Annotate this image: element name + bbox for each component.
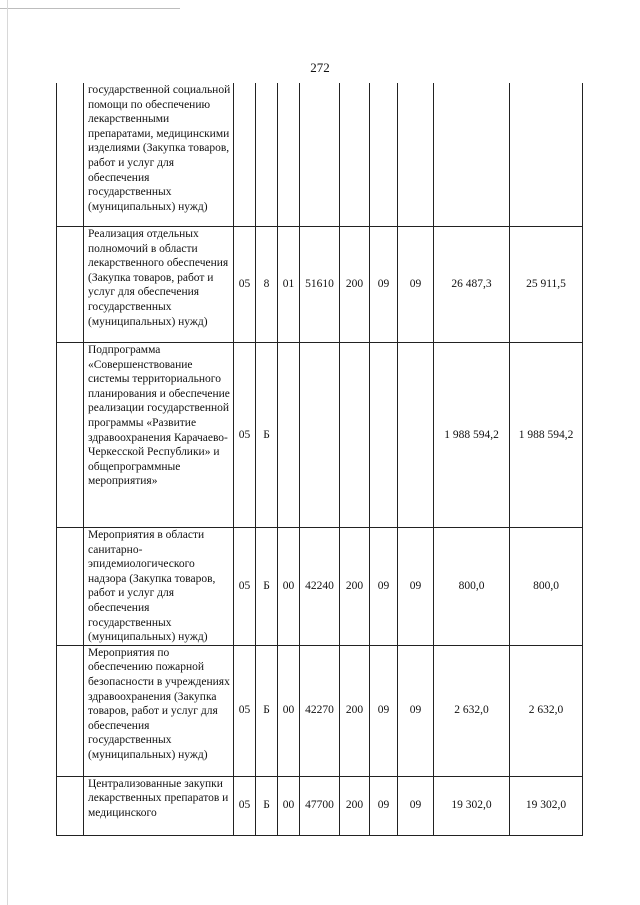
table-row (57, 528, 583, 646)
code-cell: 47700 (300, 776, 340, 835)
code-cell (340, 343, 370, 528)
code-cell (300, 83, 340, 227)
amount-cell: 1 988 594,2 (434, 343, 510, 528)
row-marker-cell (57, 227, 84, 343)
code-cell: 00 (278, 776, 300, 835)
code-cell (370, 83, 398, 227)
code-cell (398, 83, 434, 227)
table-row (57, 776, 583, 835)
amount-cell: 19 302,0 (510, 776, 583, 835)
budget-table (56, 83, 583, 836)
scan-artifact-line (0, 8, 180, 9)
amount-cell: 26 487,3 (434, 227, 510, 343)
amount-cell: 2 632,0 (510, 645, 583, 776)
code-cell: 05 (234, 343, 256, 528)
table-row (57, 227, 583, 343)
code-cell (370, 343, 398, 528)
description-cell: Подпрограмма «Совершенствование системы территориального планирования и обеспечение реализации государственной программы «Развитие здравоохранения Карачаево-Черкесской Республики» и общепрограммные мероприятия» (84, 343, 234, 528)
code-cell: 05 (234, 776, 256, 835)
code-cell (278, 83, 300, 227)
code-cell: 05 (234, 528, 256, 646)
description-cell: Централизованные закупки лекарственных препаратов и медицинского (84, 776, 234, 835)
code-cell: 05 (234, 645, 256, 776)
code-cell: 51610 (300, 227, 340, 343)
code-cell: 8 (256, 227, 278, 343)
code-cell: 00 (278, 645, 300, 776)
code-cell (300, 343, 340, 528)
code-cell (398, 343, 434, 528)
amount-cell: 2 632,0 (434, 645, 510, 776)
code-cell: 05 (234, 227, 256, 343)
code-cell (234, 83, 256, 227)
code-cell: 09 (398, 645, 434, 776)
code-cell: 42270 (300, 645, 340, 776)
code-cell: Б (256, 776, 278, 835)
amount-cell: 1 988 594,2 (510, 343, 583, 528)
description-cell: Мероприятия по обеспечению пожарной безопасности в учреждениях здравоохранения (Закупка товаров, работ и услуг для обеспечения государственных (муниципальных) нужд) (84, 645, 234, 776)
code-cell: 01 (278, 227, 300, 343)
row-marker-cell (57, 343, 84, 528)
row-marker-cell (57, 83, 84, 227)
row-marker-cell (57, 645, 84, 776)
amount-cell: 19 302,0 (434, 776, 510, 835)
code-cell: Б (256, 528, 278, 646)
code-cell (340, 83, 370, 227)
row-marker-cell (57, 528, 84, 646)
amount-cell: 800,0 (510, 528, 583, 646)
code-cell: Б (256, 343, 278, 528)
amount-cell (510, 83, 583, 227)
code-cell: 09 (398, 528, 434, 646)
amount-cell: 25 911,5 (510, 227, 583, 343)
scan-artifact-edge (7, 0, 8, 905)
description-cell: Реализация отдельных полномочий в области лекарственного обеспечения (Закупка товаров, работ и услуг для обеспечения государственных (муниципальных) нужд) (84, 227, 234, 343)
code-cell: 09 (398, 227, 434, 343)
amount-cell: 800,0 (434, 528, 510, 646)
description-cell: государственной социальной помощи по обеспечению лекарственными препаратами, медицинскими изделиями (Закупка товаров, работ и услуг для обеспечения государственных (муниципальных) нужд) (84, 83, 234, 227)
page-number: 272 (310, 60, 330, 75)
code-cell: Б (256, 645, 278, 776)
code-cell: 09 (398, 776, 434, 835)
code-cell: 200 (340, 528, 370, 646)
code-cell: 42240 (300, 528, 340, 646)
table-row (57, 645, 583, 776)
code-cell: 09 (370, 528, 398, 646)
table-row (57, 343, 583, 528)
amount-cell (434, 83, 510, 227)
code-cell: 09 (370, 227, 398, 343)
description-cell: Мероприятия в области санитарно-эпидемиологического надзора (Закупка товаров, работ и услуг для обеспечения государственных (муниципальных) нужд) (84, 528, 234, 646)
table-row (57, 83, 583, 227)
code-cell: 09 (370, 776, 398, 835)
code-cell: 00 (278, 528, 300, 646)
row-marker-cell (57, 776, 84, 835)
code-cell: 200 (340, 776, 370, 835)
code-cell: 200 (340, 227, 370, 343)
code-cell: 200 (340, 645, 370, 776)
code-cell: 09 (370, 645, 398, 776)
code-cell (256, 83, 278, 227)
code-cell (278, 343, 300, 528)
